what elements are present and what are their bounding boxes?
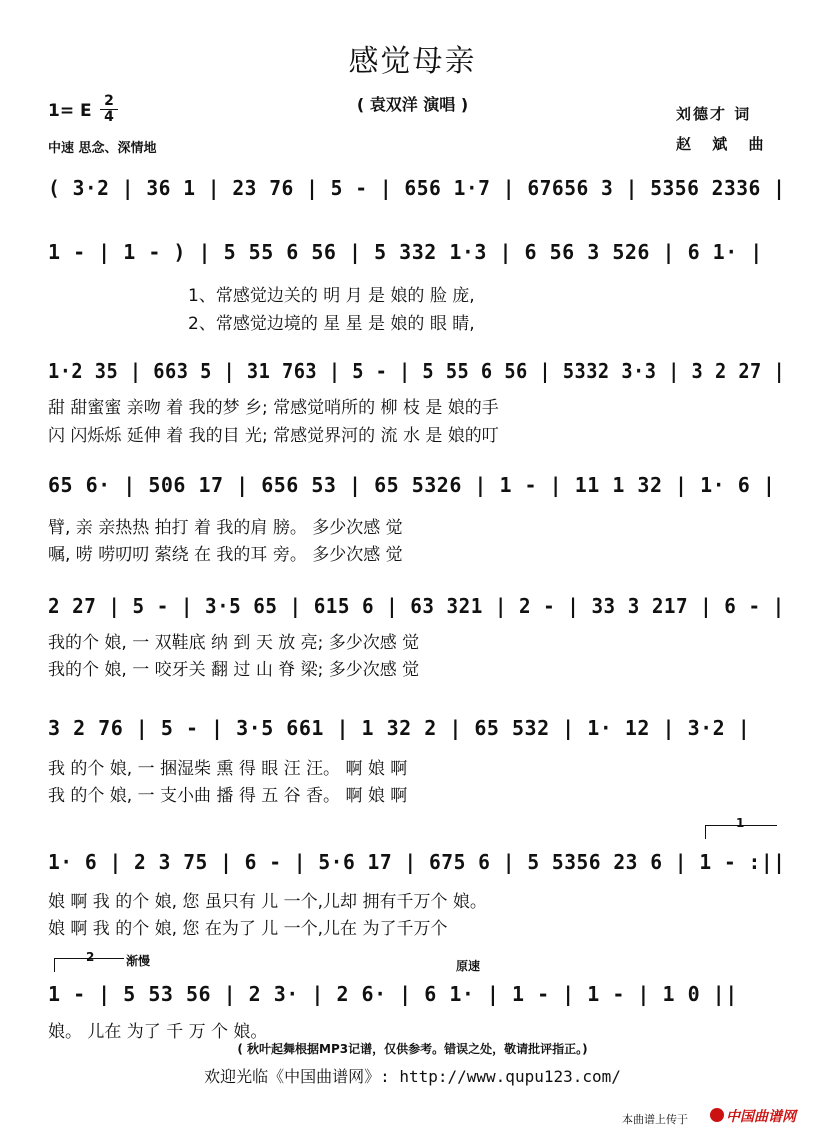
notation-row-2: 1 - | 1 - ) | 5 55 6 56 | 5 332 1·3 | 6 56 3 526 | 6 1· | [48,240,763,264]
notation-row-8: 1 - | 5 53 56 | 2 3· | 2 6· | 6 1· | 1 - | 1 - | 1 0 || [48,982,738,1006]
lyric-row-2-verse-1: 1、常感觉边关的 明 月 是 娘的 脸 庞, [188,286,475,306]
lyric-row-7-verse-1: 娘 啊 我 的个 娘, 您 虽只有 儿 一个,儿却 拥有千万个 娘。 [48,892,487,912]
site-logo-icon [710,1108,724,1122]
notation-row-6: 3 2 76 | 5 - | 3·5 661 | 1 32 2 | 65 532 | 1· 12 | 3·2 | [48,716,751,740]
volta-2-bracket-edge [54,958,55,972]
notation-row-5: 2 27 | 5 - | 3·5 65 | 615 6 | 63 321 | 2 - | 33 3 217 | 6 - | [48,594,785,618]
lyric-row-7-verse-2: 娘 啊 我 的个 娘, 您 在为了 儿 一个,儿在 为了千万个 [48,919,448,939]
upload-note: 本曲谱上传于 [622,1113,688,1126]
lyric-row-6-verse-1: 我 的个 娘, 一 捆湿柴 熏 得 眼 汪 汪。 啊 娘 啊 [48,759,408,779]
notation-row-3: 1·2 35 | 663 5 | 31 763 | 5 - | 5 55 6 56 | 5332 3·3 | 3 2 27 | [48,359,786,383]
lyric-row-4-verse-2: 嘱, 唠 唠叨叨 萦绕 在 我的耳 旁。 多少次感 觉 [48,545,403,565]
lyric-row-8-verse-1: 娘。 儿在 为了 千 万 个 娘。 [48,1022,268,1042]
key-signature: 1= E [48,101,92,121]
time-signature-top: 2 [104,93,114,109]
lyric-row-3-verse-2: 闪 闪烁烁 延伸 着 我的目 光; 常感觉界河的 流 水 是 娘的叮 [48,426,499,446]
transcription-note: ( 秋叶起舞根据MP3记谱，仅供参考。错误之处，敬请批评指正。) [237,1042,588,1056]
notation-row-4: 65 6· | 506 17 | 656 53 | 65 5326 | 1 - | 11 1 32 | 1· 6 | [48,473,776,497]
site-logo: 中国曲谱网 [726,1109,796,1125]
lyric-row-2-verse-2: 2、常感觉边境的 星 星 是 娘的 眼 睛, [188,314,475,334]
time-signature-bottom: 4 [100,109,118,125]
volta-1-bracket-edge [705,825,706,839]
performer-credit: ( 袁双洋 演唱 ) [356,95,469,114]
notation-row-1: ( 3·2 | 36 1 | 23 76 | 5 - | 656 1·7 | 67656 3 | 5356 2336 | [48,176,786,200]
composer-credit: 赵 斌 曲 [676,135,772,153]
original-tempo-marking: 原速 [456,959,481,973]
slowing-marking: 渐慢 [126,954,151,968]
tempo-marking: 中速 思念、深情地 [48,141,157,156]
volta-1-label: 1 [736,816,745,830]
time-signature [100,94,118,125]
lyricist-credit: 刘德才 词 [676,105,752,123]
score-title: 感觉母亲 [348,44,477,79]
lyric-row-6-verse-2: 我 的个 娘, 一 支小曲 播 得 五 谷 香。 啊 娘 啊 [48,786,408,806]
lyric-row-5-verse-2: 我的个 娘, 一 咬牙关 翻 过 山 脊 梁; 多少次感 觉 [48,660,420,680]
volta-2-label: 2 [86,950,95,964]
lyric-row-4-verse-1: 臂, 亲 亲热热 拍打 着 我的肩 膀。 多少次感 觉 [48,518,403,538]
website-link[interactable]: 欢迎光临《中国曲谱网》: http://www.qupu123.com/ [204,1067,621,1086]
lyric-row-3-verse-1: 甜 甜蜜蜜 亲吻 着 我的梦 乡; 常感觉哨所的 柳 枝 是 娘的手 [48,398,499,418]
notation-row-7: 1· 6 | 2 3 75 | 6 - | 5·6 17 | 675 6 | 5 5356 23 6 | 1 - :|| [48,850,786,874]
lyric-row-5-verse-1: 我的个 娘, 一 双鞋底 纳 到 天 放 亮; 多少次感 觉 [48,633,420,653]
